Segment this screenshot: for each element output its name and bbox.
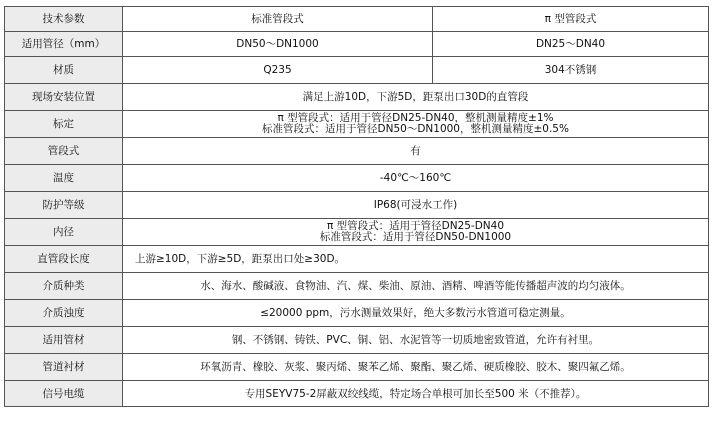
header-label: 技术参数	[5, 7, 123, 32]
cell-line: π 型管段式：适用于管径DN25-DN40	[326, 220, 505, 232]
cell-value: -40℃～160℃	[123, 165, 709, 192]
row-label: 标定	[5, 111, 123, 138]
table-row	[5, 273, 709, 300]
cell-value: 满足上游10D，下游5D，距泵出口30D的直管段	[123, 84, 709, 111]
table-row	[5, 300, 709, 327]
cell-line: 标准管段式：适用于管径DN50～DN1000，整机测量精度±0.5%	[262, 123, 569, 135]
cell-line: π 型管段式：适用于管径DN25-DN40，整机测量精度±1%	[277, 112, 554, 124]
header-row	[5, 7, 709, 32]
row-label: 直管段长度	[5, 246, 123, 273]
table-row	[5, 354, 709, 381]
row-label: 信号电缆	[5, 381, 123, 407]
table-row	[5, 246, 709, 273]
table-row	[5, 32, 709, 57]
row-label: 温度	[5, 165, 123, 192]
cell-value: 专用SEYV75-2屏蔽双绞线缆，特定场合单根可加长至500 米（不推荐）。	[123, 381, 709, 407]
spec-table	[4, 6, 709, 407]
cell-value: 上游≥10D，下游≥5D，距泵出口处≥30D。	[123, 246, 709, 273]
table-row	[5, 138, 709, 165]
row-label: 材质	[5, 57, 123, 84]
table-row	[5, 192, 709, 219]
cell-value: 水、海水、酸碱液、食物油、汽、煤、柴油、原油、酒精、啤酒等能传播超声波的均匀液体。	[123, 273, 709, 300]
table-row	[5, 57, 709, 84]
row-label: 介质种类	[5, 273, 123, 300]
cell-value	[123, 111, 709, 138]
row-label: 防护等级	[5, 192, 123, 219]
row-label: 适用管材	[5, 327, 123, 354]
row-label: 介质浊度	[5, 300, 123, 327]
table-row	[5, 219, 709, 246]
row-label: 现场安装位置	[5, 84, 123, 111]
cell-value: 钢、不锈钢、铸铁、PVC、铜、铝、水泥管等一切质地密致管道，允许有衬里。	[123, 327, 709, 354]
table-row	[5, 327, 709, 354]
row-label: 管道衬材	[5, 354, 123, 381]
cell-value: ≤20000 ppm，污水测量效果好，绝大多数污水管道可稳定测量。	[123, 300, 709, 327]
cell-pi: DN25～DN40	[433, 32, 709, 57]
table-row	[5, 111, 709, 138]
table-row	[5, 381, 709, 407]
header-standard: 标准管段式	[123, 7, 433, 32]
cell-standard: Q235	[123, 57, 433, 84]
table-row	[5, 165, 709, 192]
cell-value: 环氧沥青、橡胶、灰浆、聚丙烯、聚苯乙烯、聚酯、聚乙烯、硬质橡胶、胶木、聚四氟乙烯。	[123, 354, 709, 381]
cell-value	[123, 219, 709, 246]
row-label: 管段式	[5, 138, 123, 165]
row-label: 内径	[5, 219, 123, 246]
cell-line: 标准管段式：适用于管径DN50-DN1000	[319, 231, 512, 243]
cell-standard: DN50～DN1000	[123, 32, 433, 57]
table-row	[5, 84, 709, 111]
cell-value: 有	[123, 138, 709, 165]
cell-value: IP68(可浸水工作)	[123, 192, 709, 219]
header-pi: π 型管段式	[433, 7, 709, 32]
row-label: 适用管径（mm）	[5, 32, 123, 57]
cell-pi: 304不锈钢	[433, 57, 709, 84]
